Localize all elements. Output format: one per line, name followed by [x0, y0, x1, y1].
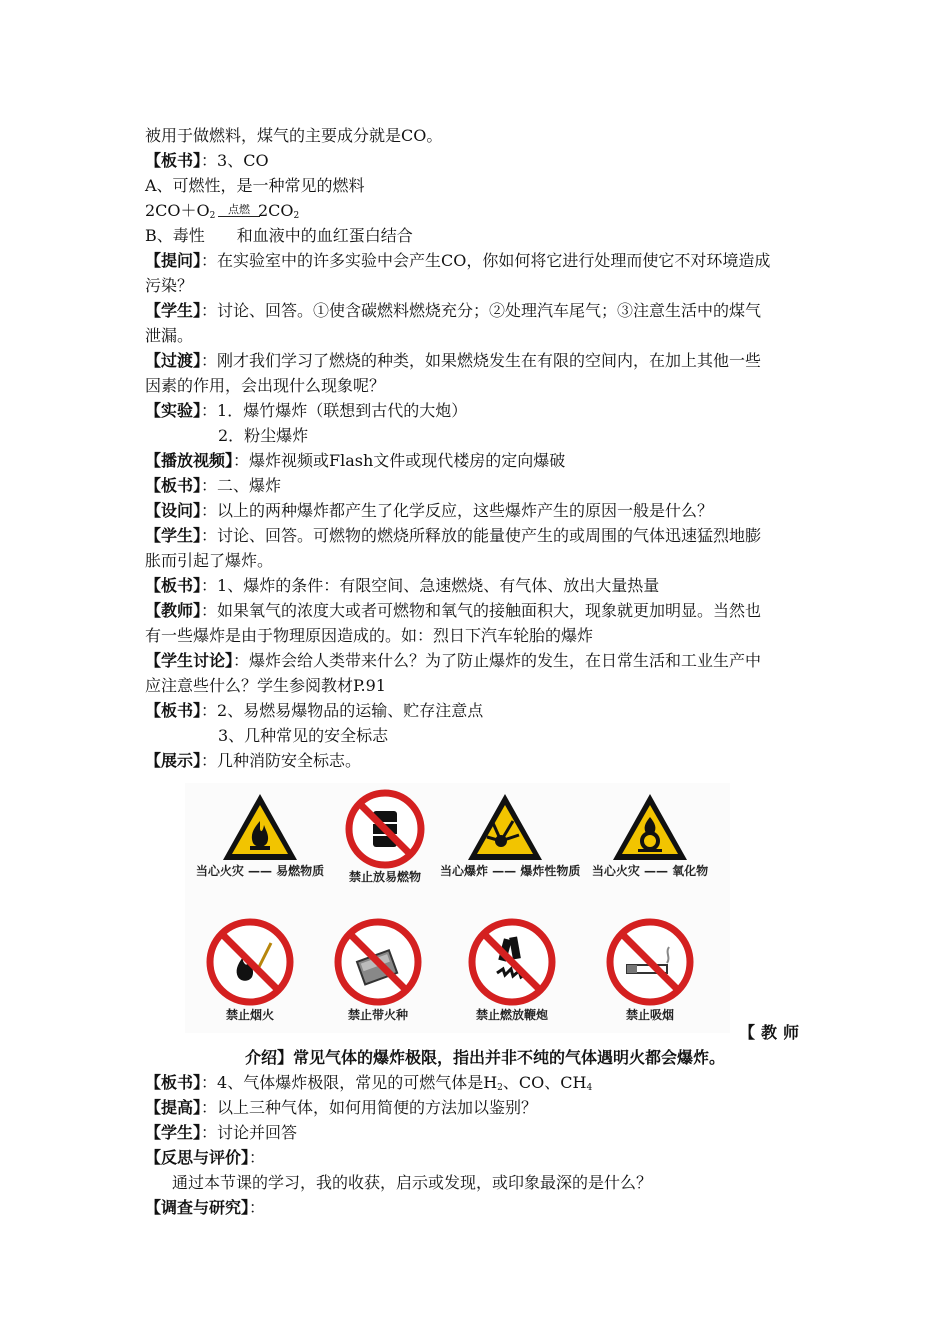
sign-label: 禁止吸烟: [625, 1008, 674, 1022]
sign-label: 禁止烟火: [225, 1008, 274, 1022]
section-tag: 【板书】: [145, 476, 202, 495]
text-line: 污染？: [145, 276, 194, 295]
text-line: 【提高】：以上三种气体，如何用简便的方法加以鉴别？: [145, 1098, 538, 1117]
text-line: 胀而引起了爆炸。: [145, 551, 274, 570]
sign-no-smoking: [585, 917, 715, 1023]
section-tag: 【提高】: [145, 1098, 202, 1117]
text-line: 2．粉尘爆炸: [218, 426, 309, 445]
section-tag: 【教师】: [145, 601, 202, 620]
text-line: 【板书】：4、气体爆炸极限，常见的可燃气体是$H_2$、CO、$CH_4$: [145, 1073, 593, 1093]
text-line: B、毒性 和血液中的血红蛋白结合: [145, 226, 413, 245]
safety-signs-figure: [185, 783, 730, 1033]
text-line: 【展示】：几种消防安全标志。: [145, 751, 362, 770]
sign-label: 禁止放易燃物: [348, 870, 421, 884]
section-tag: 【实验】: [145, 401, 202, 420]
sign-no-matches: [313, 917, 443, 1023]
text-line: 通过本节课的学习，我的收获，启示或发现，或印象最深的是什么？: [172, 1173, 653, 1192]
sign-label: 当心爆炸 —— 爆炸性物质: [440, 864, 581, 878]
section-tag: 【调查与研究】: [145, 1198, 250, 1217]
text-line: 【实验】：1．爆竹爆炸（联想到古代的大炮）: [145, 401, 468, 420]
section-tag: 【过渡】: [145, 351, 202, 370]
text-line: 【播放视频】：爆炸视频或Flash文件或现代楼房的定向爆破: [145, 451, 566, 470]
sign-label: 当心火灾 —— 易燃物质: [195, 864, 325, 878]
section-tag: 【提问】: [145, 251, 202, 270]
section-tag: 【学生】: [145, 1123, 202, 1142]
text-line: 【教师】：如果氧气的浓度大或者可燃物和氧气的接触面积大，现象就更加明显。当然也: [145, 601, 762, 620]
text-line: 3、几种常见的安全标志: [218, 726, 389, 745]
text-line: 【学生】：讨论、回答。①使含碳燃料燃烧充分；②处理汽车尾气；③注意生活中的煤气: [145, 301, 762, 320]
text-line: 【设问】：以上的两种爆炸都产生了化学反应，这些爆炸产生的原因一般是什么？: [145, 501, 714, 520]
section-tag: 【教师: [738, 1023, 805, 1042]
oxidizer-warning-icon: [610, 791, 690, 863]
text-line: 【板书】：2、易燃易爆物品的运输、贮存注意点: [145, 701, 484, 720]
no-smoking-icon: [605, 917, 695, 1007]
text-line: 【板书】：二、爆炸: [145, 476, 282, 495]
reaction-condition: 点燃: [218, 204, 260, 217]
text-line: 【提问】：在实验室中的许多实验中会产生CO，你如何将它进行处理而使它不对环境造成: [145, 251, 771, 270]
sign-label: 当心火灾 —— 氧化物: [591, 864, 709, 878]
text-line: 泄漏。: [145, 326, 194, 345]
equation-product: $2CO_2$: [258, 201, 300, 221]
sign-explosive: [440, 791, 581, 879]
section-tag: 【学生】: [145, 301, 202, 320]
sign-label: 禁止带火种: [347, 1008, 408, 1022]
explosive-warning-icon: [465, 791, 545, 863]
section-tag: 【板书】: [145, 1073, 202, 1092]
text-line: 应注意些什么？学生参阅教材P.91: [145, 676, 386, 695]
flammable-warning-icon: [220, 791, 300, 863]
text-line: 介绍】常见气体的爆炸极限，指出并非不纯的气体遇明火都会爆炸。: [245, 1048, 726, 1067]
text-line: 【反思与评价】：: [145, 1148, 266, 1167]
section-tag: 【学生】: [145, 526, 202, 545]
section-tag: 【展示】: [145, 751, 202, 770]
section-tag: 【反思与评价】: [145, 1148, 250, 1167]
equation-line: $2CO+O_2$: [145, 201, 216, 221]
text-line: 【板书】：3、CO: [145, 151, 269, 170]
sign-no-flammable-storage: [320, 789, 450, 885]
section-tag: 【设问】: [145, 501, 202, 520]
section-tag: 【播放视频】: [145, 451, 234, 470]
section-tag: 【板书】: [145, 576, 202, 595]
text-line: 【学生】：讨论并回答: [145, 1123, 298, 1142]
sign-flammable: [195, 791, 325, 879]
text-line: 被用于做燃料，煤气的主要成分就是CO。: [145, 126, 443, 145]
text-line: 【过渡】：刚才我们学习了燃烧的种类，如果燃烧发生在有限的空间内，在加上其他一些: [145, 351, 762, 370]
sign-no-firecrackers: [447, 917, 577, 1023]
text-line: A、可燃性，是一种常见的燃料: [145, 176, 365, 195]
section-tag: 【板书】: [145, 151, 202, 170]
no-matches-icon: [333, 917, 423, 1007]
no-fire-icon: [205, 917, 295, 1007]
sign-oxidizer: [585, 791, 715, 879]
text-line: 【学生】：讨论、回答。可燃物的燃烧所释放的能量使产生的或周围的气体迅速猛烈地膨: [145, 526, 762, 545]
sign-label: 禁止燃放鞭炮: [475, 1008, 548, 1022]
text-line: 有一些爆炸是由于物理原因造成的。如：烈日下汽车轮胎的爆炸: [145, 626, 594, 645]
section-tag: 【板书】: [145, 701, 202, 720]
no-flammable-storage-icon: [345, 789, 425, 869]
section-tag: 【学生讨论】: [145, 651, 234, 670]
text-line: 因素的作用，会出现什么现象呢？: [145, 376, 386, 395]
text-line: 【调查与研究】：: [145, 1198, 266, 1217]
text-line: 【板书】：1、爆炸的条件：有限空间、急速燃烧、有气体、放出大量热量: [145, 576, 660, 595]
no-firecrackers-icon: [467, 917, 557, 1007]
sign-no-fire: [185, 917, 315, 1023]
text-line: 【学生讨论】：爆炸会给人类带来什么？为了防止爆炸的发生，在日常生活和工业生产中: [145, 651, 762, 670]
